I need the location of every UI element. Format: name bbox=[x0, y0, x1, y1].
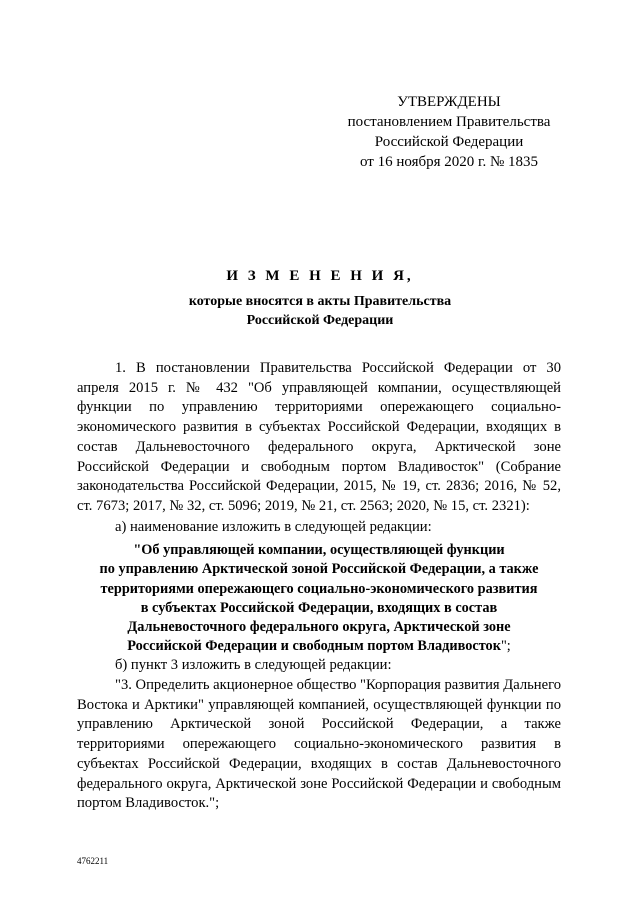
approval-date-line: от 16 ноября 2020 г. № 1835 bbox=[359, 154, 539, 170]
paragraph-1: 1. В постановлении Правительства Российской Федерации от 30 апреля 2015 г. № 432 "Об управляющей компании, осуществляющей функции по управлению территориями опережающего социально-экономического развития в субъектах Российской Федерации, входящих в состав Дальневосточного федерального округа, Арктической зоне Российской Федерации и свободным портом Владивосток" (Собрание законодательства Российской Федерации, 2015, № 19, ст. 2836; 2016, № 52, ст. 7673; 2017, № 32, ст. 5096; 2019, № 21, ст. 2563; 2020, № 15, ст. 2321): bbox=[77, 360, 561, 514]
approval-decree-line: постановлением Правительства bbox=[347, 114, 551, 130]
subtitle-line-1: которые вносятся в акты Правительства bbox=[188, 294, 452, 309]
quote-closing: "; bbox=[500, 638, 511, 655]
quote-line: в субъектах Российской Федерации, входящих в состав bbox=[140, 599, 498, 616]
document-subtitle bbox=[0, 292, 640, 330]
quote-line: Дальневосточного федерального округа, Арктической зоне bbox=[127, 619, 511, 636]
subtitle-line-2: Российской Федерации bbox=[246, 313, 394, 328]
quote-line: территориями опережающего социально-экономического развития bbox=[100, 580, 538, 597]
paragraph-point-3: "3. Определить акционерное общество "Корпорация развития Дальнего Востока и Арктики" управляющей компанией, осуществляющей функции по управлению Арктической зоной Российской Федерации, а также территориями опережающего социально-экономического развития в субъектах Российской Федерации, входящих в состав Дальневосточного федерального округа, Арктической зоне Российской Федерации и свободным портом Владивосток."; bbox=[77, 677, 561, 812]
quote-line: "Об управляющей компании, осуществляющей функции bbox=[133, 542, 505, 558]
paragraph-item-b: б) пункт 3 изложить в следующей редакции: bbox=[115, 657, 392, 673]
quoted-new-title bbox=[77, 541, 561, 657]
document-title: И З М Е Н Е Н И Я, bbox=[226, 268, 414, 284]
document-number: 4762211 bbox=[77, 856, 109, 866]
quote-line: по управлению Арктической зоной Российской Федерации, а также bbox=[99, 561, 539, 578]
paragraph-item-a: а) наименование изложить в следующей редакции: bbox=[115, 519, 432, 535]
approval-heading: УТВЕРЖДЕНЫ bbox=[397, 94, 501, 110]
quote-line: Российской Федерации и свободным портом Владивосток bbox=[127, 638, 501, 655]
approval-stamp bbox=[336, 92, 562, 172]
quote-last-line bbox=[77, 637, 561, 656]
approval-country-line: Российской Федерации bbox=[374, 134, 524, 150]
